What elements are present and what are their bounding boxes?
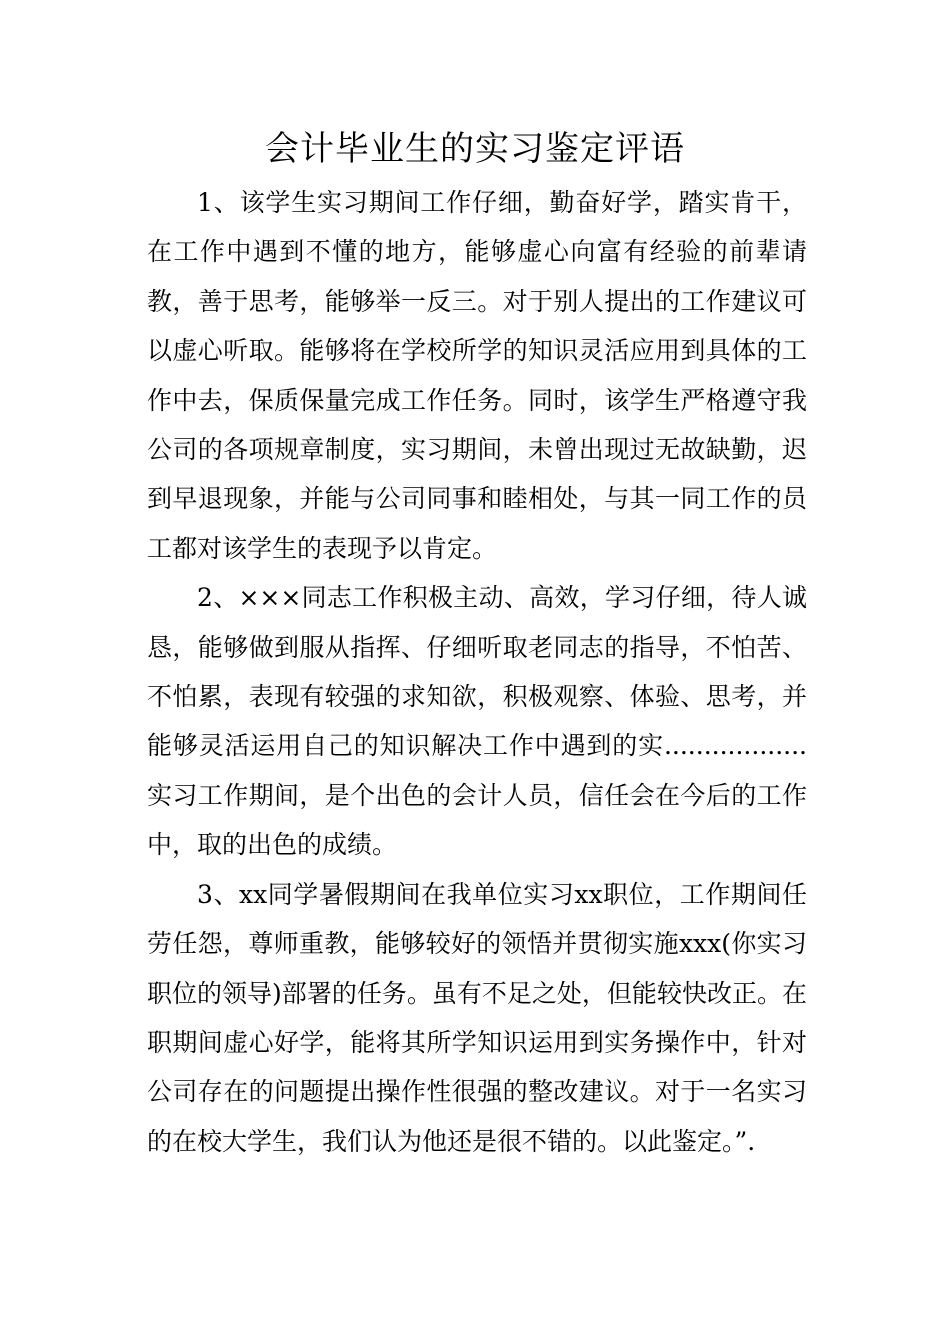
document-title: 会计毕业生的实习鉴定评语 <box>265 129 685 169</box>
paragraph-1: 1、该学生实习期间工作仔细，勤奋好学，踏实肯干，在工作中遇到不懂的地方，能够虚心向富有经验的前辈请教，善于思考，能够举一反三。对于别人提出的工作建议可以虚心听取。能够将在学校所学的知识灵活应用到具体的工作中去，保质保量完成工作任务。同时，该学生严格遵守我公司的各项规章制度，实习期间，未曾出现过无故缺勤，迟到早退现象，并能与公司同事和睦相处，与其一同工作的员工都对该学生的表现予以肯定。 <box>147 188 807 563</box>
paragraph-3: 3、xx同学暑假期间在我单位实习xx职位，工作期间任劳任怨，尊师重教，能够较好的领悟并贯彻实施xxx(你实习职位的领导)部署的任务。虽有不足之处，但能较快改正。在职期间虚心好学，能将其所学知识运用到实务操作中，针对公司存在的问题提出操作性很强的整改建议。对于一名实习的在校大学生，我们认为他还是很不错的。以此鉴定。”. <box>147 879 807 1156</box>
paragraph-2: 2、×××同志工作积极主动、高效，学习仔细，待人诚恳，能够做到服从指挥、仔细听取老同志的指导，不怕苦、不怕累，表现有较强的求知欲，积极观察、体验、思考，并能够灵活运用自己的知识解决工作中遇到的实.................. 实习工作期间，是个出色的会计人员，信任会在今后的工作中，取的出色的成绩。 <box>147 583 807 860</box>
document-body <box>147 178 807 1166</box>
